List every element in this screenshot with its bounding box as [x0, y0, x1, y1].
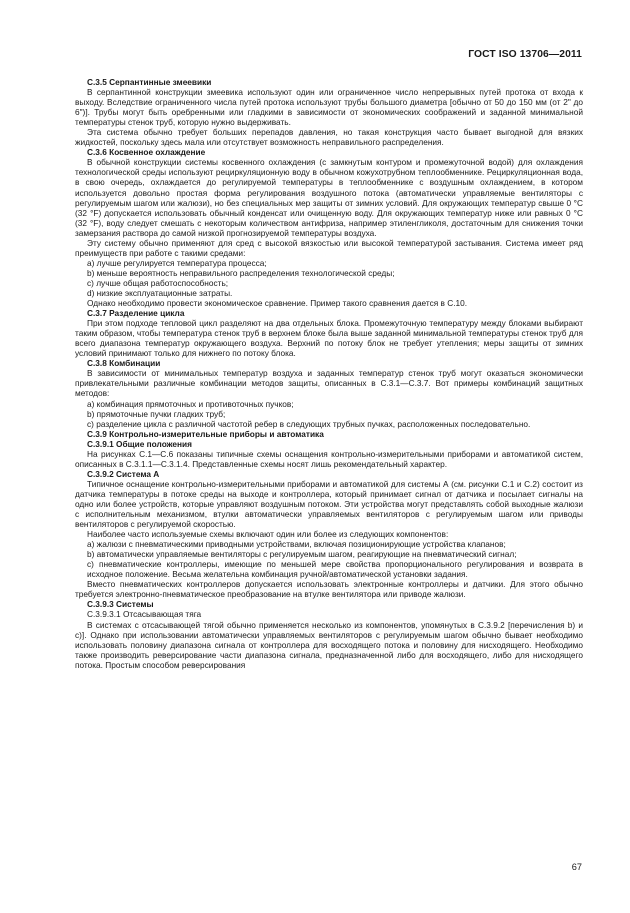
paragraph: В серпантинной конструкции змеевика используют один или ограниченное число непрерывных путей протока от входа к выходу. Вследствие ограниченного числа путей протока используют трубы большого диаметра [обычно от 50 до 150 мм (от 2" до 6")]. Трубы могут быть оребренными или гладкими в зависимости от экономических соображений и заданной минимальной температуры стенок труб, которую нужно выдерживать. — [75, 87, 583, 128]
paragraph: В системах с отсасывающей тягой обычно применяется несколько из компонентов, упомянутых в С.3.9.2 [перечисления b) и c)]. Однако при использовании автоматически управляемых вентиляторов с регулируемым шагом обычно бывает необходимо использовать половину диапазона сигнала от контроллера для восходящего потока и половину для нисходящего. Необходимо также производить реверсирование части диапазона сигнала, предназначенной либо для восходящего, либо для нисходящего потока. Простым способом реверсирования — [75, 619, 583, 670]
section-heading-c392: С.3.9.2 Система А — [87, 468, 160, 479]
section-heading-c38: С.3.8 Комбинации — [87, 358, 161, 369]
paragraph: На рисунках С.1—С.6 показаны типичные схемы оснащения контрольно-измерительными приборами и автоматикой систем, описанных в С.3.1.1—С.3.1.4. Представленные схемы носят лишь рекомендательный характер. — [75, 448, 583, 469]
paragraph: Вместо пневматических контроллеров допускается использовать электронные контроллеры и датчики. Для этого обычно требуется электронно-пневматическое преобразование на втулке вентилятора или приводе жалюзи. — [75, 579, 583, 600]
paragraph: При этом подходе тепловой цикл разделяют на два отдельных блока. Промежуточную температуру между блоками выбирают таким образом, чтобы температура стенок труб в верхнем блоке была выше заданной минимальной температуры стенок труб для всего диапазона температур окружающего воздуха. Верхний по потоку блок не требует утепления; меры защиты от зимних условий принимают только для нижнего по потоку блока. — [75, 318, 583, 359]
section-heading-c37: С.3.7 Разделение цикла — [87, 308, 185, 319]
standard-number: ГОСТ ISO 13706—2011 — [468, 49, 582, 60]
list-item: b) меньше вероятность неправильного распределения технологической среды; — [87, 267, 395, 278]
list-item: d) низкие эксплуатационные затраты. — [87, 287, 233, 298]
list-item: c) лучше общая работоспособность; — [87, 277, 229, 288]
list-item: b) прямоточные пучки гладких труб; — [87, 408, 226, 419]
section-heading-c35: С.3.5 Серпантинные змеевики — [87, 77, 212, 87]
paragraph: Типичное оснащение контрольно-измерительными приборами и автоматикой для системы А (см. рисунки С.1 и С.2) состоит из датчика температуры в потоке среды на выходе и контроллера, который принимает сигнал от датчика и посылает сигналы на одно или более устройств, которые управляют воздушным потоком. Эти устройства могут представлять собой выходные жалюзи с исполнительным механизмом, втулки автоматически управляемых вентиляторов с регулируемым шагом или приводы вентиляторов с регулируемой скоростью. — [75, 478, 583, 530]
list-item: a) лучше регулируется температура процесса; — [87, 257, 267, 268]
page-number: 67 — [571, 862, 582, 872]
section-heading-c3931: С.3.9.3.1 Отсасывающая тяга — [87, 609, 202, 620]
paragraph: В обычной конструкции системы косвенного охлаждения (с замкнутым контуром и промежуточной водой) для охлаждения технологической среды используют рециркуляционную воду в обычном кожухотрубном теплообменнике. Рециркуляционная вода, в свою очередь, охлаждается до регулируемой температуры в теплообменнике с воздушным охлаждением, в котором используется довольно простая форма регулирования воздушного потока (автоматически управляемые вентиляторы с регулируемым шагом или жалюзи), но без специальных мер защиты от зимних условий. Для окружающих температур свыше 0 °C (32 °F) допускается использовать обычный конденсат или очищенную воду. Для окружающих температур ниже или равных 0 °C (32 °F), воду следует смешать с некоторым количеством антифриза, например этиленгликоля, достаточным для снижения точки замерзания раствора до самой низкой прогнозируемой температуры воздуха. — [75, 157, 583, 238]
paragraph: Наиболее часто используемые схемы включают один или более из следующих компонентов: — [87, 529, 449, 540]
paragraph: Эту систему обычно применяют для сред с высокой вязкостью или высокой температурой застывания. Система имеет ряд преимуществ при работе с такими средами: — [75, 237, 583, 258]
list-item: c) пневматические контроллеры, имеющие по меньшей мере свойства пропорционального регулирования и возврата в исходное положение. Весьма желательна комбинация ручной/автоматической установки задания. — [87, 559, 583, 580]
list-item: b) автоматически управляемые вентиляторы с регулируемым шагом, реагирующие на пневматический сигнал; — [87, 549, 517, 560]
section-heading-c39: С.3.9 Контрольно-измерительные приборы и автоматика — [87, 428, 324, 439]
body-text — [75, 77, 583, 670]
list-item: c) разделение цикла с различной частотой ребер в следующих трубных пучках, расположенных последовательно. — [87, 418, 531, 429]
paragraph: Эта система обычно требует больших перепадов давления, но такая конструкция часто бывает выгодной для вязких жидкостей, поскольку здесь мала или отсутствует возможность неправильного распределения. — [75, 127, 583, 148]
list-item: a) жалюзи с пневматическими приводными устройствами, включая позиционирующие устройства клапанов; — [87, 539, 506, 550]
section-heading-c393: С.3.9.3 Системы — [87, 599, 154, 610]
section-heading-c391: С.3.9.1 Общие положения — [87, 438, 192, 449]
paragraph: В зависимости от минимальных температур воздуха и заданных температур стенок труб могут оказаться экономически привлекательными различные комбинации методов защиты, описанных в С.3.1—С.3.7. Вот примеры комбинаций защитных методов: — [75, 368, 583, 399]
paragraph: Однако необходимо провести экономическое сравнение. Пример такого сравнения дается в С.10. — [87, 298, 468, 309]
list-item: a) комбинация прямоточных и противоточных пучков; — [87, 398, 294, 409]
section-heading-c36: С.3.6 Косвенное охлаждение — [87, 147, 206, 158]
